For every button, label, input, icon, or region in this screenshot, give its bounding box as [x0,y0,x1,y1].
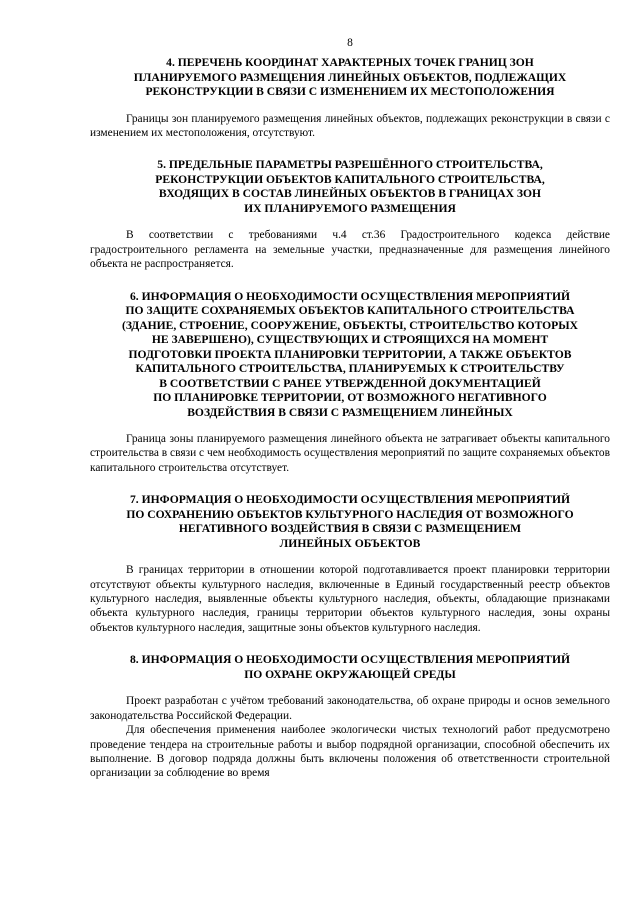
section-7-paragraph: В границах территории в отношении которой подготавливается проект планировки территории отсутствуют объекты культурного наследия, включенные в Единый государственный реестр объектов культурного наследия, выявленные объекты культурного наследия, объекты, обладающие признаками объекта культурного наследия, границы территории объектов культурного наследия, зоны охраны объектов культурного наследия, защитные зоны объектов культурного наследия. [90,564,610,634]
heading-line: 5. ПРЕДЕЛЬНЫЕ ПАРАМЕТРЫ РАЗРЕШЁННОГО СТРОИТЕЛЬСТВА, [157,158,543,172]
heading-line: РЕКОНСТРУКЦИИ ОБЪЕКТОВ КАПИТАЛЬНОГО СТРОИТЕЛЬСТВА, [155,172,545,186]
section-8-paragraph: Для обеспечения применения наиболее экологически чистых технологий работ предусмотрено проведение тендера на строительные работы и выбор подрядной организации, способной обеспечить их выполнение. В договор подряда должны быть включены положения об ответственности строительной организации за соблюдение во время [90,724,610,780]
heading-line: ВХОДЯЩИХ В СОСТАВ ЛИНЕЙНЫХ ОБЪЕКТОВ В ГРАНИЦАХ ЗОН [158,187,542,201]
heading-line: ВОЗДЕЙСТВИЯ В СВЯЗИ С РАЗМЕЩЕНИЕМ ЛИНЕЙНЫХ [187,405,513,419]
heading-line: ПО ПЛАНИРОВКЕ ТЕРРИТОРИИ, ОТ ВОЗМОЖНОГО НЕГАТИВНОГО [153,391,547,405]
section-8 [90,653,610,780]
heading-line: ПО ЗАЩИТЕ СОХРАНЯЕМЫХ ОБЪЕКТОВ КАПИТАЛЬНОГО СТРОИТЕЛЬСТВА [125,304,575,318]
heading-line: НЕГАТИВНОГО ВОЗДЕЙСТВИЯ В СВЯЗИ С РАЗМЕЩЕНИЕМ [178,522,522,536]
heading-line: НЕ ЗАВЕРШЕНО), СУЩЕСТВУЮЩИХ И СТРОЯЩИХСЯ НА МОМЕНТ [151,333,549,347]
section-5 [90,158,610,271]
heading-line: ПО СОХРАНЕНИЮ ОБЪЕКТОВ КУЛЬТУРНОГО НАСЛЕДИЯ ОТ ВОЗМОЖНОГО [126,507,574,521]
heading-line: 4. ПЕРЕЧЕНЬ КООРДИНАТ ХАРАКТЕРНЫХ ТОЧЕК ГРАНИЦ ЗОН [166,56,534,69]
heading-line: 6. ИНФОРМАЦИЯ О НЕОБХОДИМОСТИ ОСУЩЕСТВЛЕНИЯ МЕРОПРИЯТИЙ [129,289,571,303]
section-7 [90,493,610,635]
section-4-paragraph: Границы зон планируемого размещения линейных объектов, подлежащих реконструкции в связи с изменением их местоположения, отсутствуют. [90,112,610,139]
section-4-heading [90,56,610,100]
section-7-heading [90,493,610,551]
heading-line: 8. ИНФОРМАЦИЯ О НЕОБХОДИМОСТИ ОСУЩЕСТВЛЕНИЯ МЕРОПРИЯТИЙ [129,653,571,667]
section-5-heading [90,158,610,216]
section-5-paragraph: В соответствии с требованиями ч.4 ст.36 Градостроительного кодекса действие градостроительного регламента на земельные участки, предназначенные для размещения линейного объекта не распространяется. [90,229,610,271]
page-number: 8 [347,37,353,49]
heading-line: ИХ ПЛАНИРУЕМОГО РАЗМЕЩЕНИЯ [244,201,456,215]
heading-line: (ЗДАНИЕ, СТРОЕНИЕ, СООРУЖЕНИЕ, ОБЪЕКТЫ, СТРОИТЕЛЬСТВО КОТОРЫХ [121,318,579,332]
heading-line: КАПИТАЛЬНОГО СТРОИТЕЛЬСТВА, ПЛАНИРУЕМЫХ К СТРОИТЕЛЬСТВУ [135,362,565,376]
heading-line: В СООТВЕТСТВИИ С РАНЕЕ УТВЕРЖДЕННОЙ ДОКУМЕНТАЦИЕЙ [159,376,541,390]
section-8-paragraph: Проект разработан с учётом требований законодательства, об охране природы и основ земельного законодательства Российской Федерации. [90,695,610,722]
heading-line: ПОДГОТОВКИ ПРОЕКТА ПЛАНИРОВКИ ТЕРРИТОРИИ, А ТАКЖЕ ОБЪЕКТОВ [128,347,572,361]
section-6-paragraph: Граница зоны планируемого размещения линейного объекта не затрагивает объекты капитального строительства в связи с чем необходимость осуществления мероприятий по защите сохраняемых объектов капитального строительства отсутствует. [90,433,610,474]
heading-line: ПЛАНИРУЕМОГО РАЗМЕЩЕНИЯ ЛИНЕЙНЫХ ОБЪЕКТОВ, ПОДЛЕЖАЩИХ [133,70,567,84]
section-8-heading [90,653,610,682]
section-6-heading [90,290,610,421]
heading-line: ПО ОХРАНЕ ОКРУЖАЮЩЕЙ СРЕДЫ [244,667,456,681]
section-6 [90,290,610,476]
section-4 [90,56,610,140]
heading-line: РЕКОНСТРУКЦИИ В СВЯЗИ С ИЗМЕНЕНИЕМ ИХ МЕСТОПОЛОЖЕНИЯ [145,85,555,98]
heading-line: 7. ИНФОРМАЦИЯ О НЕОБХОДИМОСТИ ОСУЩЕСТВЛЕНИЯ МЕРОПРИЯТИЙ [129,493,571,507]
heading-line: ЛИНЕЙНЫХ ОБЪЕКТОВ [279,536,421,550]
